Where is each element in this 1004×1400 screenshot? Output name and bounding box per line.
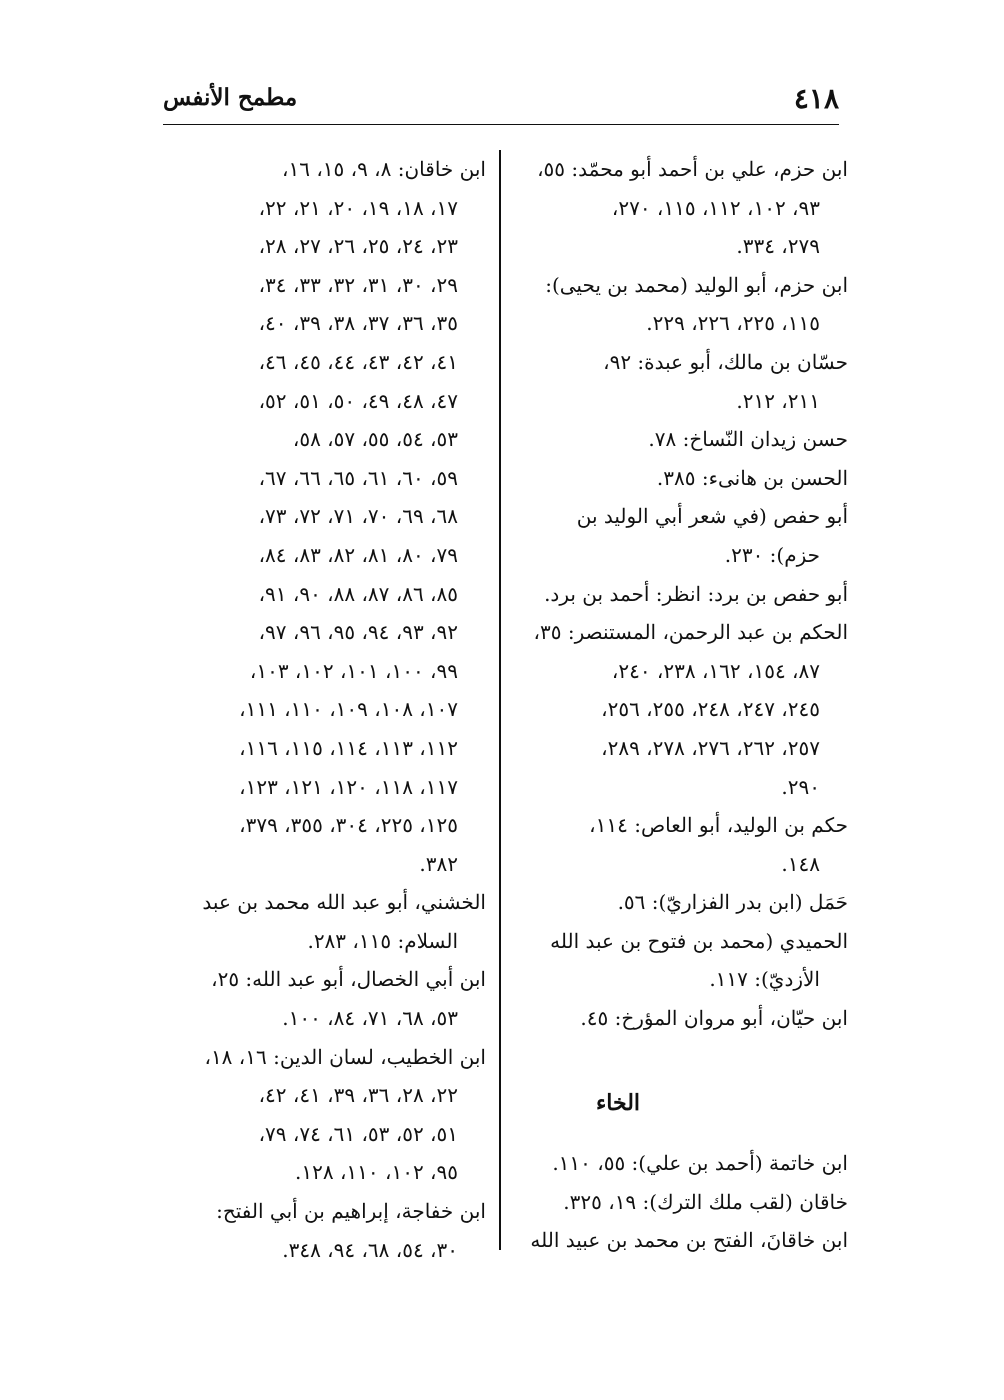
- entry-line: أبو حفص (في شعر أبي الوليد بن: [576, 504, 848, 529]
- entry-line: ٨٥، ٨٦، ٨٧، ٨٨، ٩٠، ٩١،: [258, 581, 458, 606]
- index-entry: [156, 960, 486, 1037]
- entry-line: ٥٣، ٦٨، ٧١، ٨٤، ١٠٠.: [282, 1006, 458, 1031]
- section-heading: الخاء: [595, 1089, 641, 1116]
- entry-line: ٩٩، ١٠٠، ١٠١، ١٠٢، ١٠٣،: [249, 658, 458, 683]
- entry-line: ٥٩، ٦٠، ٦١، ٦٥، ٦٦، ٦٧،: [258, 465, 458, 490]
- entry-line: ١٢٥، ٢٢٥، ٣٠٤، ٣٥٥، ٣٧٩،: [239, 813, 458, 838]
- index-entry: [518, 922, 848, 999]
- entry-line: ٦٨، ٦٩، ٧٠، ٧١، ٧٢، ٧٣،: [258, 504, 458, 529]
- entry-line: ١٠٧، ١٠٨، ١٠٩، ١١٠، ١١١،: [239, 697, 458, 722]
- entry-line: ٢٥٧، ٢٦٢، ٢٧٦، ٢٧٨، ٢٨٩،: [601, 735, 820, 760]
- entry-line: ٢٩، ٣٠، ٣١، ٣٢، ٣٣، ٣٤،: [258, 272, 458, 297]
- running-title: مطمح الأنفس: [163, 84, 298, 111]
- entry-line: حسن زيدان النّساخ: ٧٨.: [648, 427, 848, 452]
- entry-line: ابن حزم، علي بن أحمد أبو محمّد: ٥٥،: [537, 157, 848, 181]
- entry-line: ٤١، ٤٢، ٤٣، ٤٤، ٤٥، ٤٦،: [258, 349, 458, 374]
- entry-line: حزم): ٢٣٠.: [724, 542, 820, 567]
- entry-line: ٣٥، ٣٦، ٣٧، ٣٨، ٣٩، ٤٠،: [258, 311, 458, 336]
- index-entry: [518, 150, 848, 266]
- page-number: ٤١٨: [793, 82, 839, 115]
- entry-line: ٨٧، ١٥٤، ١٦٢، ٢٣٨، ٢٤٠،: [611, 658, 820, 683]
- entry-line: الأزديّ): ١١٧.: [709, 967, 820, 992]
- right-column: [518, 150, 848, 1260]
- entry-line: ١١٧، ١١٨، ١٢٠، ١٢١، ١٢٣،: [239, 774, 458, 799]
- entry-line: ٩٥، ١٠٢، ١١٠، ١٢٨.: [295, 1160, 458, 1185]
- entry-line: ٧٩، ٨٠، ٨١، ٨٢، ٨٣، ٨٤،: [258, 542, 458, 567]
- entry-line: الحميدي (محمد بن فتوح بن عبد الله: [550, 928, 848, 953]
- entry-line: ٩٢، ٩٣، ٩٤، ٩٥، ٩٦، ٩٧،: [258, 620, 458, 645]
- entry-line: خاقان (لقب ملك الترك): ١٩، ٣٢٥.: [563, 1189, 848, 1214]
- column-divider: [499, 150, 501, 1250]
- index-entry: [518, 883, 848, 922]
- entry-line: ٢٩٠.: [781, 774, 820, 799]
- index-entry: [156, 883, 486, 960]
- entry-line: السلام: ١١٥، ٢٨٣.: [307, 928, 458, 953]
- entry-line: ١٤٨.: [781, 851, 820, 876]
- entry-line: ابن خفاجة، إبراهيم بن أبي الفتح:: [216, 1199, 486, 1224]
- index-entry: [518, 1183, 848, 1222]
- entry-line: ١١٥، ٢٢٥، ٢٢٦، ٢٢٩.: [646, 311, 820, 336]
- entry-line: ٢٤٥، ٢٤٧، ٢٤٨، ٢٥٥، ٢٥٦،: [601, 697, 820, 722]
- entry-line: ١١٢، ١١٣، ١١٤، ١١٥، ١١٦،: [239, 735, 458, 760]
- entry-line: ابن حزم، أبو الوليد (محمد بن يحيى):: [545, 272, 848, 297]
- index-entry: [156, 1038, 486, 1192]
- index-entry: [518, 1144, 848, 1183]
- entry-line: حَمَل (ابن بدر الفزاريّ): ٥٦.: [617, 890, 848, 915]
- entry-line: ٢٣، ٢٤، ٢٥، ٢٦، ٢٧، ٢٨،: [258, 234, 458, 259]
- entry-line: ٣٨٢.: [419, 851, 458, 876]
- entry-line: ابن خاقان: ٨، ٩، ١٥، ١٦،: [282, 157, 486, 181]
- entry-line: أبو حفص بن برد: انظر: أحمد بن برد.: [544, 581, 848, 606]
- entry-line: حسّان بن مالك، أبو عبدة: ٩٢،: [603, 349, 848, 374]
- entry-line: ابن الخطيب، لسان الدين: ١٦، ١٨،: [204, 1044, 486, 1069]
- index-entry: [518, 613, 848, 806]
- entry-line: الحكم بن عبد الرحمن، المستنصر: ٣٥،: [533, 620, 848, 645]
- index-entry: [518, 459, 848, 498]
- entry-line: ٤٧، ٤٨، ٤٩، ٥٠، ٥١، ٥٢،: [258, 388, 458, 413]
- index-entry: [518, 266, 848, 343]
- entry-line: ٢١١، ٢١٢.: [736, 388, 820, 413]
- entry-line: ابن خاقانَ، الفتح بن محمد بن عبيد الله: [530, 1228, 848, 1253]
- page-header: [163, 80, 839, 125]
- entry-line: ١٧، ١٨، ١٩، ٢٠، ٢١، ٢٢،: [258, 195, 458, 220]
- entry-line: ٥١، ٥٢، ٥٣، ٦١، ٧٤، ٧٩،: [258, 1121, 458, 1146]
- index-entry: [518, 497, 848, 574]
- entry-line: ابن حيّان، أبو مروان المؤرخ: ٤٥.: [580, 1006, 848, 1031]
- entry-line: ابن أبي الخصال، أبو عبد الله: ٢٥،: [211, 967, 486, 992]
- entry-line: ٥٣، ٥٤، ٥٥، ٥٧، ٥٨،: [292, 427, 458, 452]
- index-entry: [518, 999, 848, 1038]
- index-entry: [518, 575, 848, 614]
- index-entry: [518, 806, 848, 883]
- entry-line: ٢٢، ٢٨، ٣٦، ٣٩، ٤١، ٤٢،: [258, 1083, 458, 1108]
- index-entry: [156, 1192, 486, 1269]
- index-entry: [518, 343, 848, 420]
- index-entry: [518, 420, 848, 459]
- entry-line: حكم بن الوليد، أبو العاص: ١١٤،: [589, 813, 848, 838]
- entry-line: ابن خاتمة (أحمد بن علي): ٥٥، ١١٠.: [552, 1151, 848, 1176]
- left-column: [156, 150, 486, 1269]
- index-entry: [156, 150, 486, 883]
- entry-line: ٩٣، ١٠٢، ١١٢، ١١٥، ٢٧٠،: [611, 195, 820, 220]
- entry-line: الخشني، أبو عبد الله محمد بن عبد: [202, 890, 486, 915]
- index-entry: [518, 1221, 848, 1260]
- entry-line: الحسن بن هانىء: ٣٨٥.: [656, 465, 848, 490]
- entry-line: ٢٧٩، ٣٣٤.: [736, 234, 820, 259]
- entry-line: ٣٠، ٥٤، ٦٨، ٩٤، ٣٤٨.: [282, 1237, 458, 1262]
